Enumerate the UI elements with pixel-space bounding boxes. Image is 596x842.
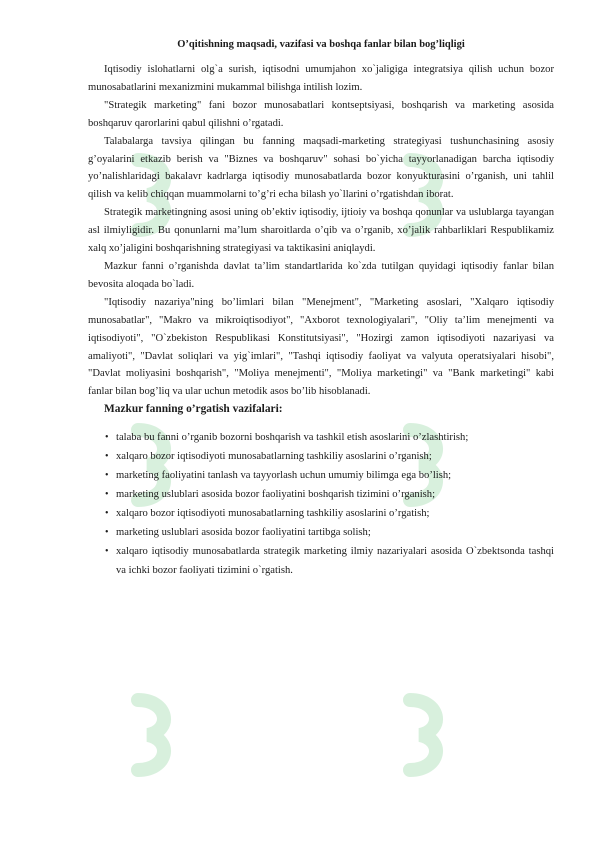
bullet-icon: • xyxy=(105,507,109,519)
list-item xyxy=(105,448,554,467)
list-item-text: xalqaro bozor iqtisodiyoti munosabatlarning tashkiliy asoslarini o’rganish; xyxy=(116,451,432,463)
paragraph: "Strategik marketing" fani bozor munosabatlari kontseptsiyasi, boshqarish va marketing asosida boshqaruv qarorlarini qabul qilishni o’rgatadi. xyxy=(88,99,554,129)
list-item-text: marketing faoliyatini tanlash va tayyorlash uchun umumiy bilimga ega bo’lish; xyxy=(116,470,452,482)
paragraph: "Iqtisodiy nazariya"ning bo’limlari bilan "Menejment", "Marketing asoslari, "Xalqaro iqtisodiy munosabatlar", "Makro va mikroiqtisodiyot", "Axborot texnologiyalari", "Oliy ta’lim menejmenti va iqtisodiyoti", "O`zbekiston Respublikasi Konstitutsiyasi", "Hozirgi zamon iqtisodiyoti nazariyasi va amaliyoti", "Davlat soliqlari va yig`imlari", "Tashqi iqtisodiy faoliyat va valyuta operatsiyalari hisobi", "Davlat moliyasini boshqarish", "Moliya menejmenti", "Moliya marketingi" va "Bank marketingi" kabi fanlar bilan bog’liq va ular uchun metodik asos bo’lib hisoblanadi. xyxy=(88,296,554,398)
bullet-icon: • xyxy=(105,432,109,444)
list-item xyxy=(105,486,554,505)
bullet-icon: • xyxy=(105,470,109,482)
document-title: O’qitishning maqsadi, vazifasi va boshqa fanlar bilan bog’liqligi xyxy=(177,39,465,50)
bullet-icon: • xyxy=(105,526,109,538)
list-item xyxy=(105,429,554,448)
list-item-text: xalqaro bozor iqtisodiyoti munosabatlarning tashkiliy asoslarini o’rgatish; xyxy=(116,507,430,519)
section-heading: Mazkur fanning o’rgatish vazifalari: xyxy=(104,403,283,416)
list-item xyxy=(105,467,554,486)
list-item-text: xalqaro iqtisodiy munosabatlarda strategik marketing ilmiy nazariyalari asosida O`zbektsonda tashqi va ichki bozor faoliyati tizimini o`rgatish. xyxy=(116,545,554,576)
bullet-icon: • xyxy=(105,488,109,500)
watermark-logo-icon xyxy=(118,690,188,780)
paragraph: Iqtisodiy islohatlarni olg`a surish, iqtisodni umumjahon xo`jaligiga integratsiya qilish uchun bozor munosabatlarini mexanizmini mukammal bilishga intilish lozim. xyxy=(88,64,554,93)
list-item xyxy=(105,505,554,524)
watermark-logo-icon xyxy=(390,690,460,780)
document-page xyxy=(88,38,554,580)
list-item xyxy=(105,524,554,543)
list-item xyxy=(105,543,554,581)
paragraph: Talabalarga tavsiya qilingan bu fanning maqsadi-marketing strategiyasi tushunchasining asosiy g’oyalarini etkazib berish va "Biznes va boshqaruv" sohasi bo`yicha tayyorlanadigan barcha iqtisodiy yo’nalishlaridagi bakalavr kadrlarga iqtisodiy munosabatlarda bozor konyukturasini o’rganish, uni tahlil qilish va kelib chiqqan muammolarni to’g’ri echa bilash yo`llarini o’rgatishdan iborat. xyxy=(88,135,554,201)
paragraph: Mazkur fanni o’rganishda davlat ta’lim standartlarida ko`zda tutilgan quyidagi iqtisodiy fanlar bilan bevosita aloqada bo`ladi. xyxy=(88,260,554,290)
list-item-text: talaba bu fanni o’rganib bozorni boshqarish va tashkil etish asoslarini o’zlashtirish; xyxy=(116,432,469,444)
task-list xyxy=(88,429,554,580)
bullet-icon: • xyxy=(105,545,109,557)
paragraph: Strategik marketingning asosi uning ob’ektiv iqtisodiy, ijtioiy va boshqa qonunlar va uslublarga tayangan asl ilmiyligidir. Bu qonunlarni ma’lum sharoitlarda o’qib va o’rganib, xo’jalik rahbarliklari Respublikamiz xalq xo’jaligini boshqarishning strategiyasi va taktikasini aniqlaydi. xyxy=(88,207,554,255)
list-item-text: marketing uslublari asosida bozor faoliyatini boshqarish tizimini o’rganish; xyxy=(116,488,436,500)
bullet-icon: • xyxy=(105,451,109,463)
list-item-text: marketing uslublari asosida bozor faoliyatini tartibga solish; xyxy=(116,526,371,538)
